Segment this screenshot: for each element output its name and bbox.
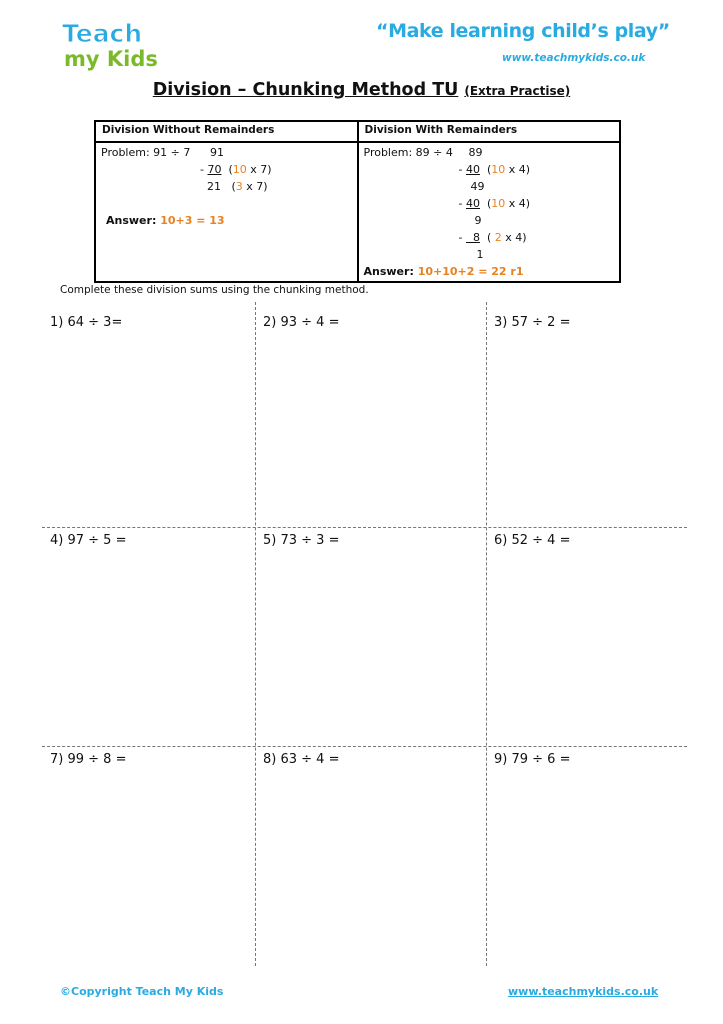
question-3: 3) 57 ÷ 2 = [494, 315, 571, 330]
question-2: 2) 93 ÷ 4 = [263, 315, 340, 330]
right-example-header: Division With Remainders [358, 121, 621, 142]
question-4: 4) 97 ÷ 5 = [50, 533, 127, 548]
question-7: 7) 99 ÷ 8 = [50, 752, 127, 767]
left-example-cell [95, 142, 358, 282]
grid-divider [486, 302, 487, 966]
page-title [0, 80, 723, 100]
title-main: Division – Chunking Method TU [152, 80, 459, 100]
logo-word-teach: Teach [62, 19, 143, 48]
grid-divider [255, 302, 256, 966]
right-step1: - 40 (10 x 4) [458, 163, 531, 176]
right-problem: Problem: 89 ÷ 4 [363, 146, 453, 159]
left-remainder-1: 21 (3 x 7) [207, 180, 268, 193]
question-8: 8) 63 ÷ 4 = [263, 752, 340, 767]
question-5: 5) 73 ÷ 3 = [263, 533, 340, 548]
right-remainder-2: 9 [474, 214, 482, 227]
answer-area-3[interactable] [489, 335, 687, 523]
right-start: 89 [468, 146, 483, 159]
answer-area-6[interactable] [489, 553, 687, 741]
right-remainder-1: 49 [470, 180, 485, 193]
left-example-header: Division Without Remainders [95, 121, 358, 142]
grid-divider [42, 527, 687, 528]
tagline: “Make learning child’s play” [376, 20, 670, 42]
left-answer: Answer: 10+3 = 13 [106, 214, 225, 227]
logo [58, 16, 158, 72]
answer-area-5[interactable] [258, 553, 484, 741]
answer-area-2[interactable] [258, 335, 484, 523]
grid-divider [42, 746, 687, 747]
logo-graphic [58, 16, 158, 72]
question-1: 1) 64 ÷ 3= [50, 315, 123, 330]
right-example-cell [358, 142, 621, 282]
answer-area-1[interactable] [43, 335, 253, 523]
right-answer: Answer: 10+10+2 = 22 r1 [363, 265, 524, 278]
answer-area-8[interactable] [258, 772, 484, 962]
right-remainder-3: 1 [476, 248, 484, 261]
header-website[interactable]: www.teachmykids.co.uk [502, 52, 646, 64]
left-step1: - 70 (10 x 7) [200, 163, 272, 176]
left-problem: Problem: 91 ÷ 7 [101, 146, 191, 159]
answer-area-9[interactable] [489, 772, 687, 962]
instruction-text: Complete these division sums using the chunking method. [60, 284, 369, 296]
left-start: 91 [210, 146, 224, 159]
logo-word-mykids: my Kids [64, 47, 158, 71]
right-step2: - 40 (10 x 4) [458, 197, 531, 210]
question-6: 6) 52 ÷ 4 = [494, 533, 571, 548]
copyright: ©Copyright Teach My Kids [60, 985, 224, 998]
question-9: 9) 79 ÷ 6 = [494, 752, 571, 767]
answer-area-4[interactable] [43, 553, 253, 741]
answer-area-7[interactable] [43, 772, 253, 962]
footer-website-link[interactable]: www.teachmykids.co.uk [508, 985, 659, 998]
right-step3: - 8 ( 2 x 4) [458, 231, 527, 244]
examples-table [94, 120, 621, 283]
title-sub: (Extra Practise) [464, 84, 571, 98]
